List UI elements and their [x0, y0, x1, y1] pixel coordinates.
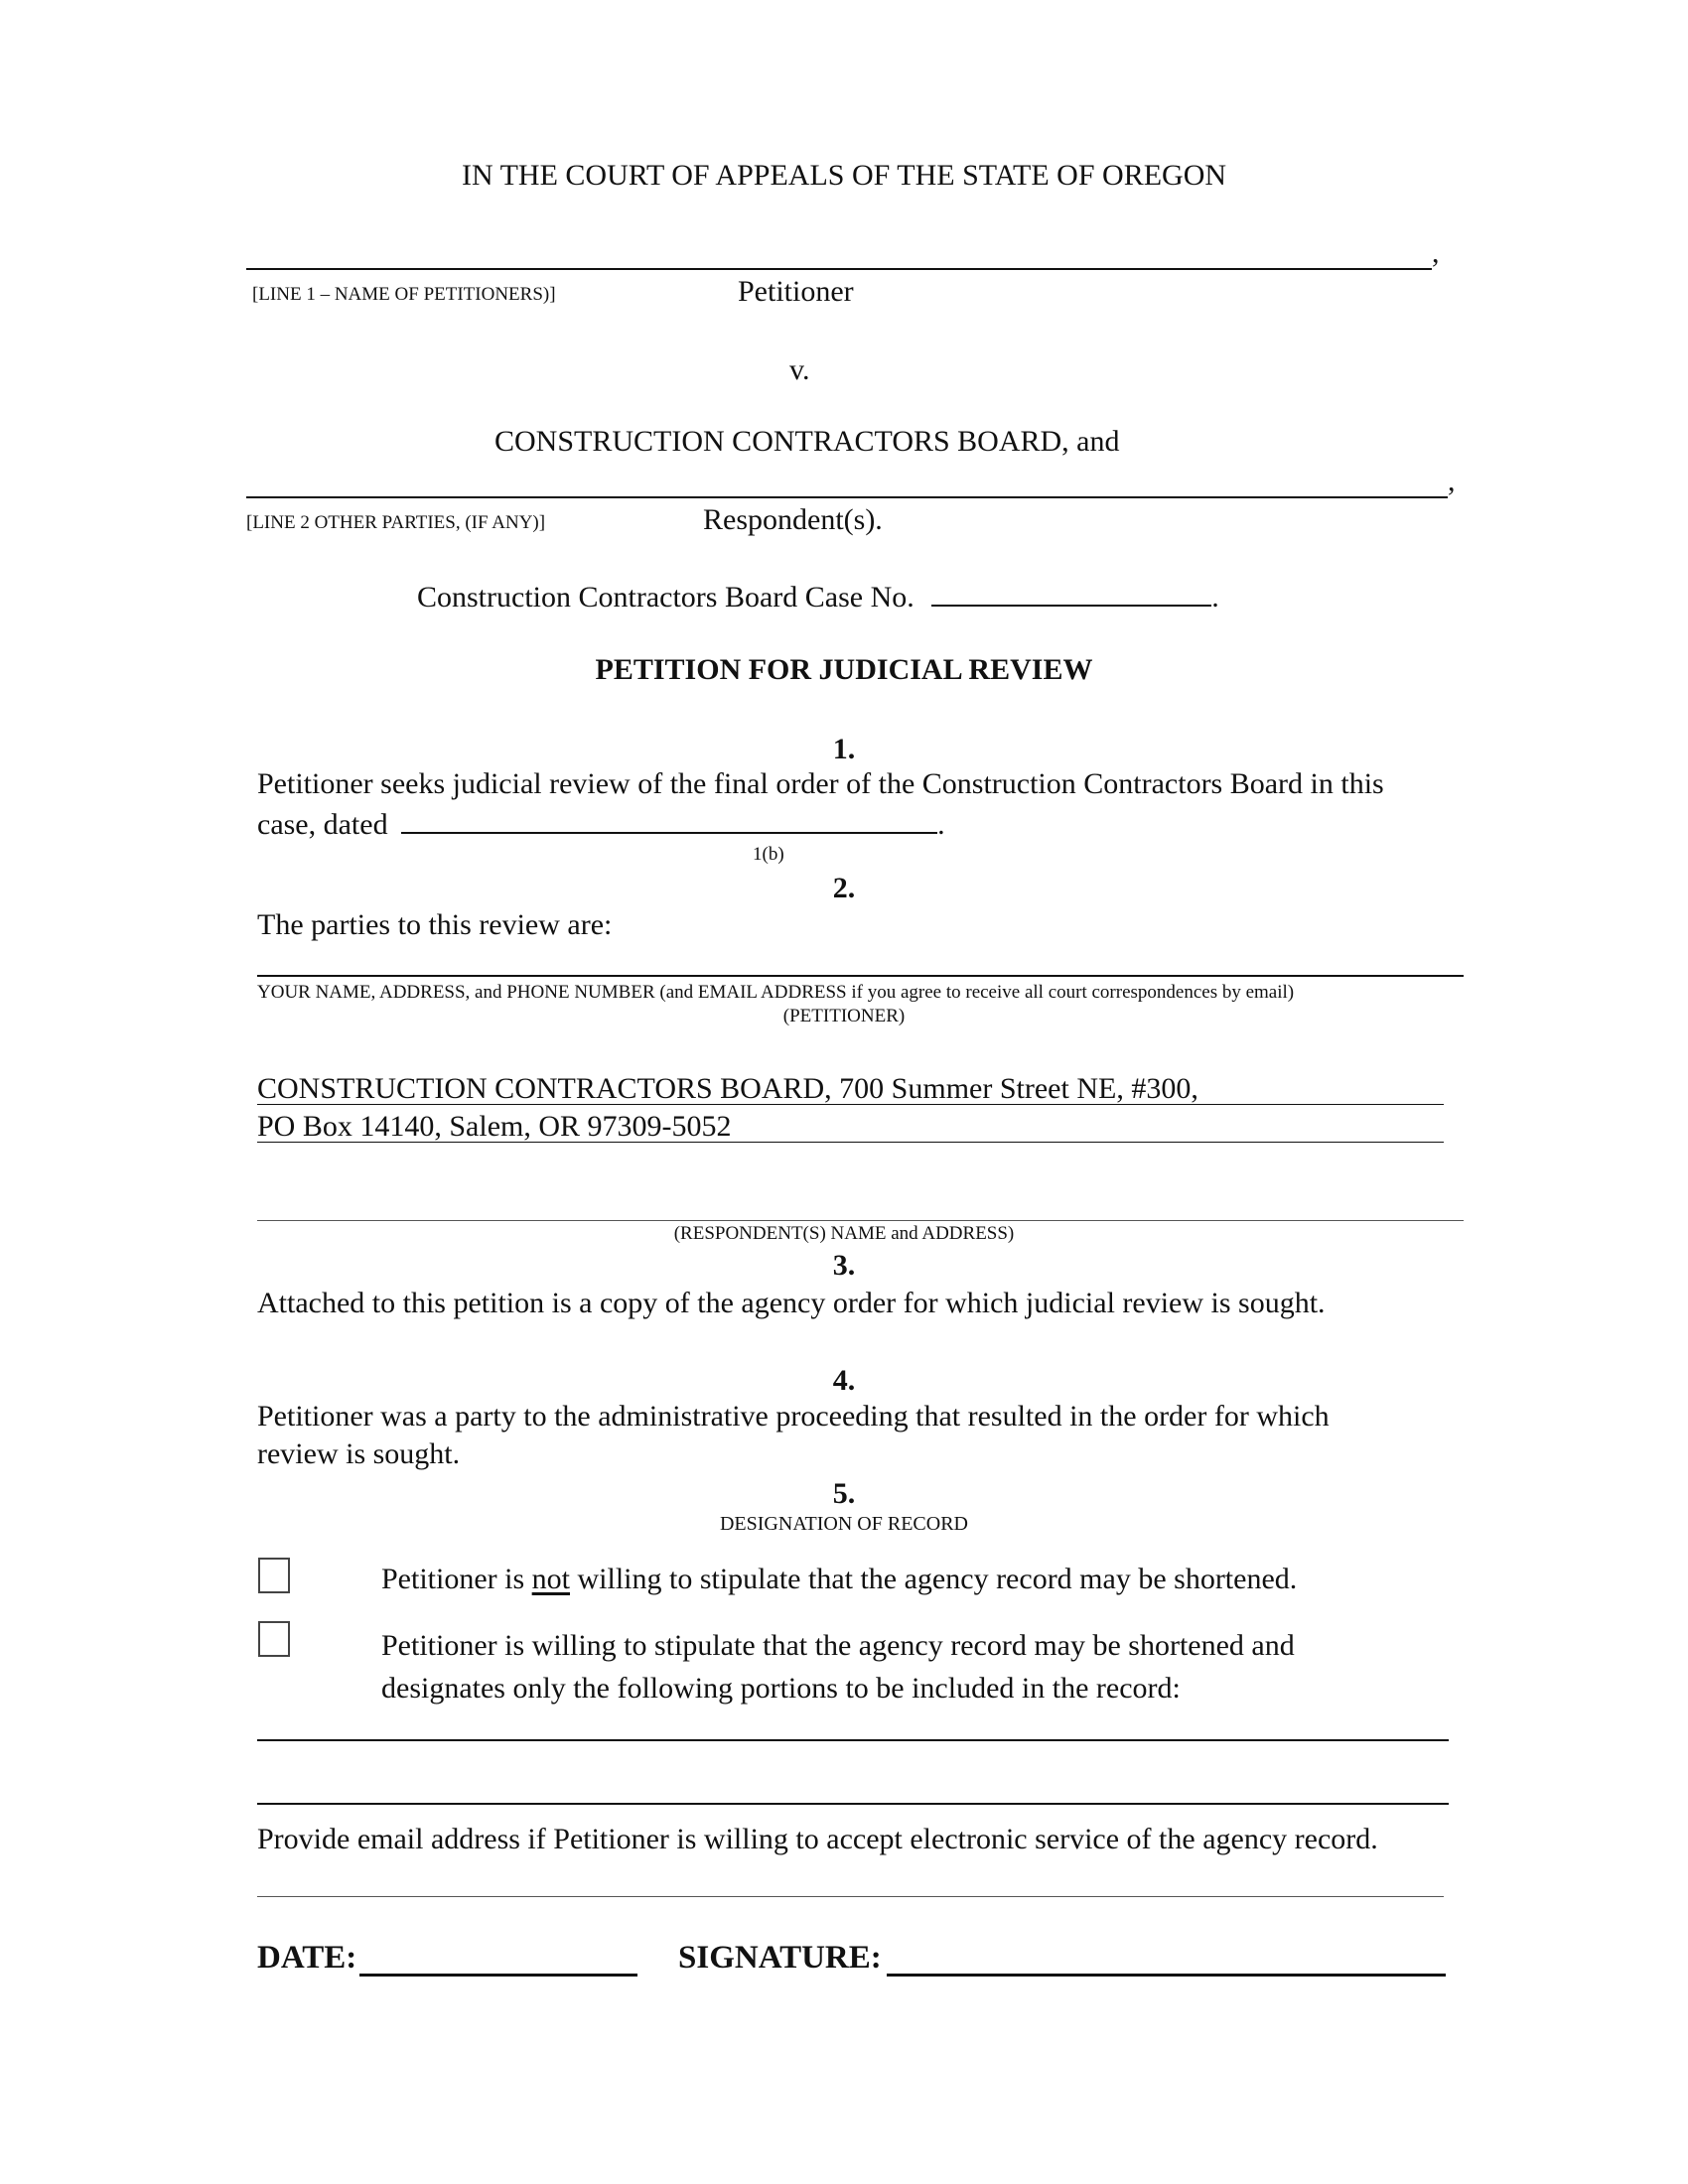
board-address-underline-1	[257, 1104, 1444, 1105]
petitioner-caption: YOUR NAME, ADDRESS, and PHONE NUMBER (and EMAIL ADDRESS if you agree to receive all court correspondences by email)	[257, 982, 1295, 1003]
versus: v.	[789, 353, 810, 386]
record-portions-line-1[interactable]	[257, 1739, 1449, 1741]
email-line[interactable]	[257, 1896, 1444, 1897]
option-willing-2: designates only the following portions to be included in the record:	[381, 1672, 1181, 1705]
section-3-text: Attached to this petition is a copy of the agency order for which judicial review is sought.	[257, 1287, 1326, 1319]
respondent-info-line[interactable]	[257, 1220, 1464, 1221]
section-2-number: 2.	[832, 872, 856, 904]
case-dated-label: case, dated	[257, 808, 388, 841]
respondents-label: Respondent(s).	[703, 503, 883, 536]
order-date-blank[interactable]	[401, 806, 937, 834]
option-1-pre: Petitioner is	[381, 1563, 532, 1595]
petitioner-label: Petitioner	[738, 275, 854, 308]
section-4-number: 4.	[832, 1364, 856, 1397]
line2-label: [LINE 2 OTHER PARTIES, (IF ANY)]	[246, 512, 546, 533]
section-2-text: The parties to this review are:	[257, 908, 613, 941]
option-1-not: not	[531, 1563, 570, 1595]
petition-heading: PETITION FOR JUDICIAL REVIEW	[595, 653, 1093, 686]
option-1-post: willing to stipulate that the agency record may be shortened.	[570, 1563, 1298, 1595]
option-willing-1: Petitioner is willing to stipulate that the agency record may be shortened and	[381, 1629, 1295, 1662]
court-title: IN THE COURT OF APPEALS OF THE STATE OF OREGON	[461, 159, 1227, 192]
signature-label: SIGNATURE:	[678, 1940, 882, 1976]
section-1-text: Petitioner seeks judicial review of the final order of the Construction Contractors Board in this	[257, 767, 1384, 800]
section-3-number: 3.	[832, 1249, 856, 1282]
petitioner-info-line[interactable]	[257, 975, 1464, 977]
case-no-blank[interactable]	[931, 579, 1211, 607]
board-address-underline-2	[257, 1142, 1444, 1143]
designation-heading: DESIGNATION OF RECORD	[719, 1513, 968, 1535]
option-not-willing	[381, 1563, 1297, 1596]
section-4-text-1: Petitioner was a party to the administrative proceeding that resulted in the order for which	[257, 1400, 1330, 1433]
case-no-label: Construction Contractors Board Case No.	[417, 581, 914, 614]
date-line[interactable]	[359, 1974, 637, 1977]
respondent-caption: (RESPONDENT(S) NAME and ADDRESS)	[673, 1223, 1015, 1244]
comma-2: ,	[1448, 465, 1456, 497]
line1-label: [LINE 1 – NAME OF PETITIONERS)]	[252, 284, 556, 305]
comma-1: ,	[1432, 236, 1440, 269]
board-and: CONSTRUCTION CONTRACTORS BOARD, and	[494, 425, 1120, 458]
section-4-text-2: review is sought.	[257, 1437, 461, 1470]
board-address-line-2: PO Box 14140, Salem, OR 97309-5052	[257, 1110, 732, 1143]
signature-line[interactable]	[887, 1974, 1446, 1977]
petitioner-name-line[interactable]	[246, 268, 1432, 270]
board-address-line-1: CONSTRUCTION CONTRACTORS BOARD, 700 Summer Street NE, #300,	[257, 1072, 1198, 1105]
section-5-number: 5.	[832, 1477, 856, 1510]
record-portions-line-2[interactable]	[257, 1803, 1449, 1805]
email-instruction: Provide email address if Petitioner is willing to accept electronic service of the agency record.	[257, 1823, 1378, 1855]
willing-checkbox[interactable]	[258, 1621, 290, 1657]
petitioner-tag: (PETITIONER)	[782, 1006, 906, 1026]
date-label: DATE:	[257, 1940, 357, 1976]
other-parties-line[interactable]	[246, 496, 1448, 498]
not-willing-checkbox[interactable]	[258, 1558, 290, 1593]
section-1-number: 1.	[832, 733, 856, 765]
case-no-row: Construction Contractors Board Case No. .	[417, 581, 1219, 614]
section-1-date-row: case, dated .	[257, 808, 945, 841]
sub-label-1b: 1(b)	[753, 844, 784, 865]
